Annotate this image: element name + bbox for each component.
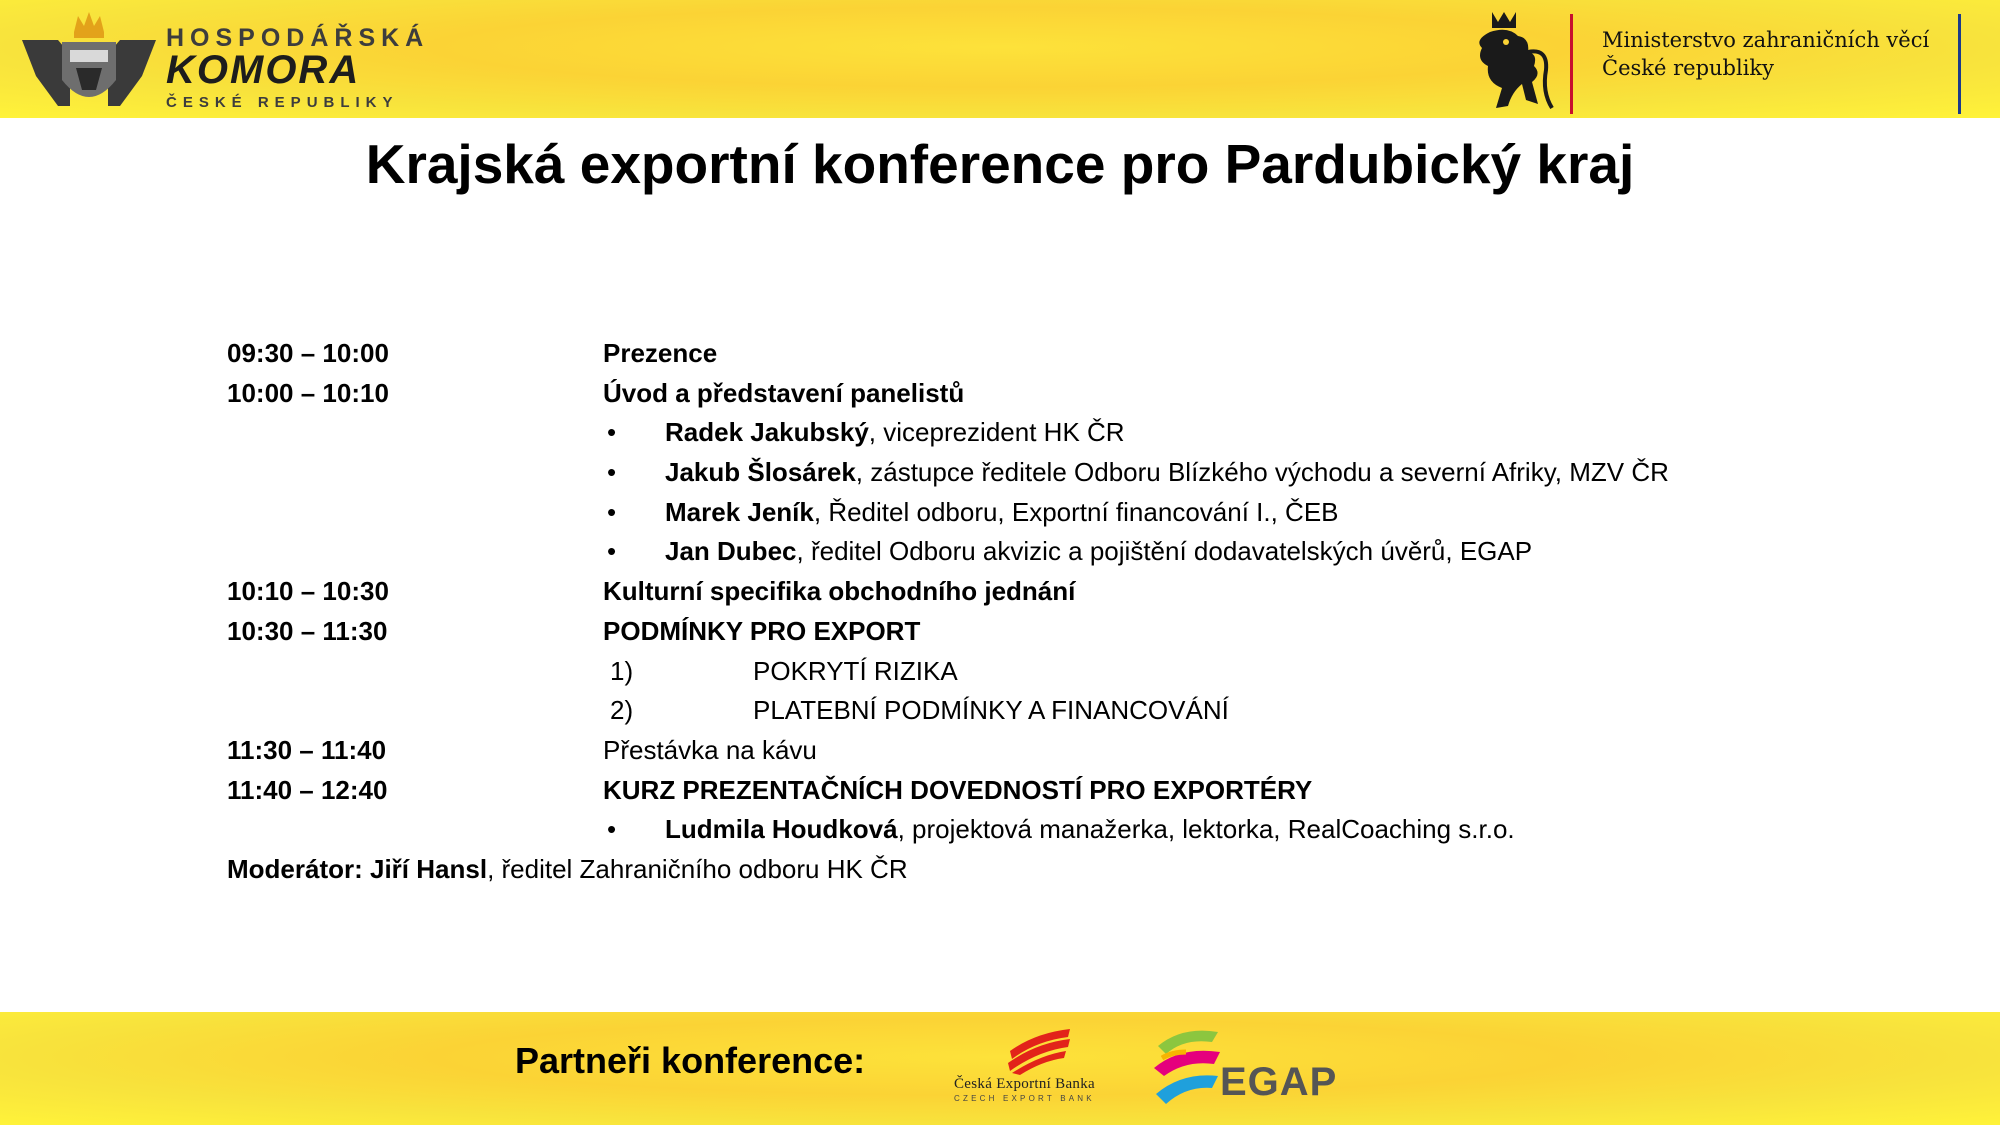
schedule-title: KURZ PREZENTAČNÍCH DOVEDNOSTÍ PRO EXPORTÉRY — [603, 774, 1313, 805]
schedule-row — [227, 612, 1787, 652]
bullet: • — [607, 536, 617, 567]
egap-swoosh-icon — [1152, 1024, 1222, 1109]
egap-logo — [1152, 1024, 1338, 1109]
schedule-row — [227, 771, 1787, 811]
schedule-title: PODMÍNKY PRO EXPORT — [603, 615, 921, 646]
schedule-time: 11:40 – 12:40 — [227, 774, 388, 805]
speaker-item — [227, 810, 1787, 850]
speaker-role: , Ředitel odboru, Exportní financování I., ČEB — [813, 496, 1339, 527]
schedule — [227, 334, 1787, 890]
speaker-name: Jakub Šlosárek — [665, 457, 856, 488]
schedule-time: 10:00 – 10:10 — [227, 377, 389, 408]
numbered-item — [227, 652, 1787, 692]
schedule-title: Přestávka na kávu — [603, 734, 817, 765]
item-number: 1) — [610, 655, 634, 686]
schedule-time: 10:10 – 10:30 — [227, 576, 389, 607]
bullet: • — [607, 417, 617, 448]
speaker-name: Ludmila Houdková — [665, 814, 898, 845]
ceb-name: Česká Exportní Banka — [954, 1076, 1095, 1092]
speaker-role: , zástupce ředitele Odboru Blízkého východu a severní Afriky, MZV ČR — [855, 457, 1669, 488]
bullet: • — [607, 457, 617, 488]
schedule-row — [227, 572, 1787, 612]
speaker-item — [227, 453, 1787, 493]
bullet: • — [607, 814, 617, 845]
speaker-role: , viceprezident HK ČR — [868, 417, 1125, 448]
speaker-item — [227, 413, 1787, 453]
numbered-item — [227, 691, 1787, 731]
speaker-item — [227, 493, 1787, 533]
speaker-name: Jan Dubec — [665, 536, 797, 567]
ceb-logo — [950, 1025, 1130, 1107]
moderator-row — [227, 850, 1787, 890]
egap-wordmark: EGAP — [1220, 1060, 1338, 1104]
item-number: 2) — [610, 695, 634, 726]
hk-logo-line1: HOSPODÁŘSKÁ — [166, 24, 430, 52]
speaker-name: Radek Jakubský — [665, 417, 869, 448]
schedule-time: 11:30 – 11:40 — [227, 734, 387, 765]
hk-logo-line2: KOMORA — [166, 48, 361, 92]
hk-cr-logo — [18, 10, 430, 115]
schedule-title: Kulturní specifika obchodního jednání — [603, 576, 1076, 607]
bullet: • — [607, 496, 617, 527]
schedule-time: 10:30 – 11:30 — [227, 615, 388, 646]
mzv-divider-red — [1570, 14, 1573, 114]
schedule-title: Úvod a představení panelistů — [603, 377, 965, 408]
speaker-role: , ředitel Odboru akvizic a pojištění dodavatelských úvěrů, EGAP — [796, 536, 1533, 567]
mzv-logo — [1462, 8, 1962, 113]
speaker-role: , projektová manažerka, lektorka, RealCoaching s.r.o. — [897, 814, 1515, 845]
mzv-logo-line2: České republiky — [1602, 56, 1774, 80]
moderator-role: , ředitel Zahraničního odboru HK ČR — [487, 853, 908, 884]
mzv-divider-blue — [1958, 14, 1961, 114]
speaker-item — [227, 532, 1787, 572]
item-text: POKRYTÍ RIZIKA — [753, 655, 958, 686]
moderator-label: Moderátor: Jiří Hansl — [227, 853, 488, 884]
speaker-name: Marek Jeník — [665, 496, 814, 527]
schedule-row — [227, 731, 1787, 771]
schedule-time: 09:30 – 10:00 — [227, 338, 389, 368]
ceb-flag-icon — [950, 1025, 1130, 1075]
hk-lion-emblem-icon — [18, 10, 160, 115]
mzv-logo-line1: Ministerstvo zahraničních věcí — [1602, 28, 1930, 52]
ceb-subtitle: CZECH EXPORT BANK — [954, 1094, 1095, 1103]
schedule-title: Prezence — [603, 338, 718, 368]
hk-logo-line3: ČESKÉ REPUBLIKY — [166, 94, 399, 111]
schedule-row — [227, 334, 1787, 374]
item-text: PLATEBNÍ PODMÍNKY A FINANCOVÁNÍ — [753, 695, 1229, 726]
schedule-row — [227, 374, 1787, 414]
page-title: Krajská exportní konference pro Pardubický kraj — [365, 133, 1635, 195]
partners-label: Partneři konference: — [515, 1040, 866, 1081]
czech-lion-icon — [1468, 8, 1554, 112]
